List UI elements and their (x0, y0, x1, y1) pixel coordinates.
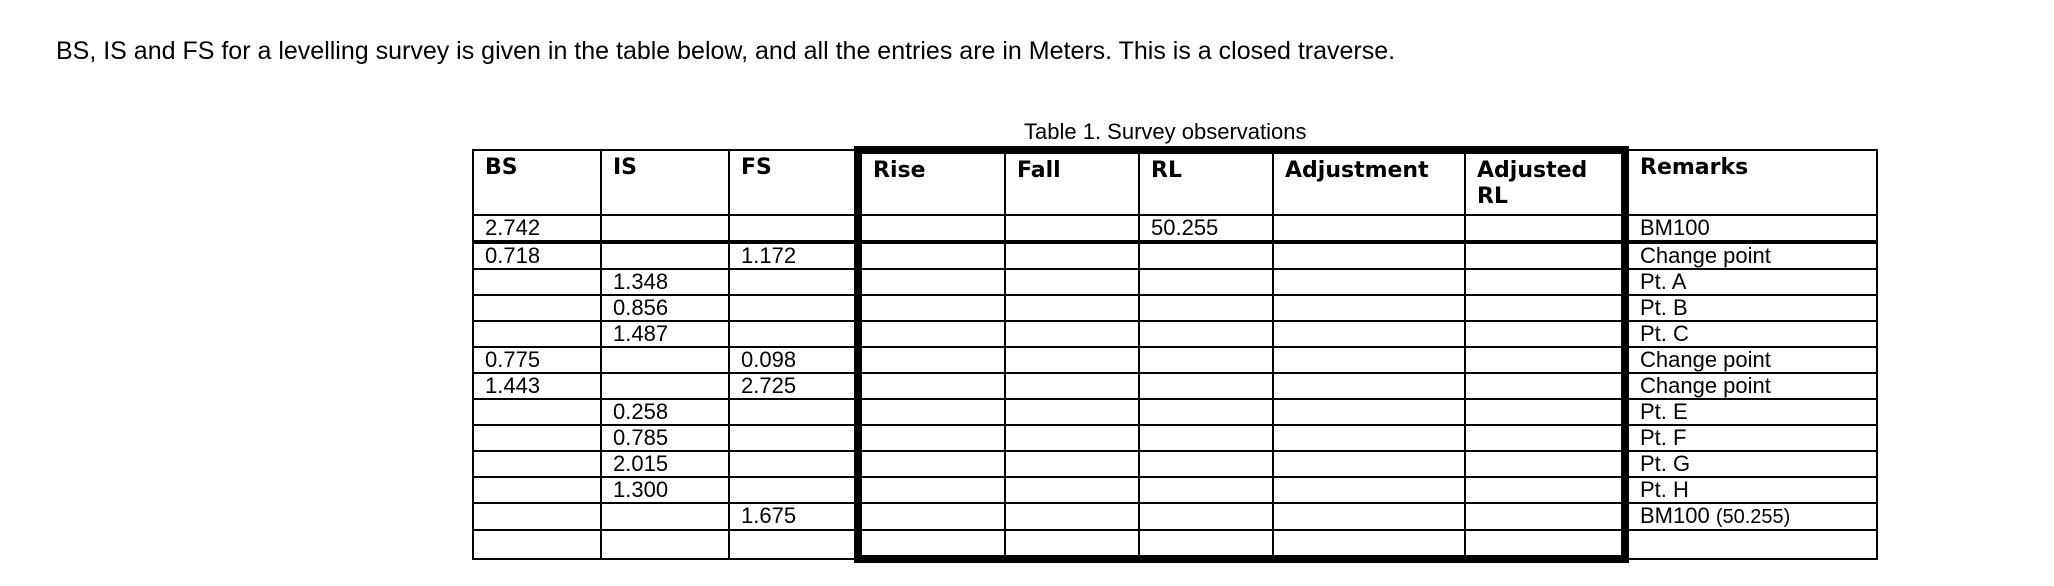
cell-adjustment (1273, 477, 1465, 503)
cell-adjustment (1273, 215, 1465, 242)
cell-rl (1139, 321, 1273, 347)
cell-is (601, 242, 729, 269)
cell-remarks (1625, 242, 1877, 269)
remark-text: Pt. F (1640, 425, 1687, 450)
cell-adjusted-rl (1465, 451, 1625, 477)
cell-adjustment (1273, 399, 1465, 425)
cell-bs (473, 477, 601, 503)
remark-text: Change point (1640, 347, 1771, 372)
table-body (473, 215, 1877, 559)
header-bs: BS (473, 150, 601, 215)
cell-fs: 2.725 (729, 373, 858, 399)
cell-remarks (1625, 373, 1877, 399)
cell-rise (858, 269, 1005, 295)
cell-bs (473, 451, 601, 477)
cell-rise (858, 373, 1005, 399)
cell-fs (729, 269, 858, 295)
cell-adjustment (1273, 530, 1465, 559)
cell-bs: 0.718 (473, 242, 601, 269)
cell-rise (858, 399, 1005, 425)
cell-fall (1005, 530, 1139, 559)
cell-adjusted-rl (1465, 242, 1625, 269)
cell-bs: 0.775 (473, 347, 601, 373)
cell-remarks (1625, 321, 1877, 347)
cell-is: 0.785 (601, 425, 729, 451)
table-row (473, 503, 1877, 530)
cell-bs (473, 399, 601, 425)
remark-text: BM100 (1640, 503, 1710, 528)
cell-adjusted-rl (1465, 215, 1625, 242)
cell-rise (858, 215, 1005, 242)
remark-text: Change point (1640, 373, 1771, 398)
cell-adjustment (1273, 295, 1465, 321)
cell-bs (473, 503, 601, 530)
cell-rl (1139, 451, 1273, 477)
table-row (473, 451, 1877, 477)
cell-rise (858, 451, 1005, 477)
cell-fall (1005, 269, 1139, 295)
cell-rise (858, 477, 1005, 503)
table-row (473, 425, 1877, 451)
cell-adjusted-rl (1465, 530, 1625, 559)
cell-adjusted-rl (1465, 477, 1625, 503)
remark-text: Pt. C (1640, 321, 1689, 346)
cell-is: 1.300 (601, 477, 729, 503)
cell-adjusted-rl (1465, 295, 1625, 321)
cell-fs (729, 399, 858, 425)
cell-fall (1005, 503, 1139, 530)
cell-fall (1005, 425, 1139, 451)
cell-adjustment (1273, 347, 1465, 373)
cell-fall (1005, 373, 1139, 399)
cell-adjustment (1273, 425, 1465, 451)
cell-bs (473, 269, 601, 295)
header-fs: FS (729, 150, 858, 215)
header-is: IS (601, 150, 729, 215)
remark-text: Pt. G (1640, 451, 1691, 476)
cell-rise (858, 503, 1005, 530)
table-row (473, 530, 1877, 559)
cell-rl (1139, 269, 1273, 295)
table-row (473, 295, 1877, 321)
cell-fs: 1.675 (729, 503, 858, 530)
cell-is (601, 530, 729, 559)
cell-fall (1005, 295, 1139, 321)
cell-is: 1.487 (601, 321, 729, 347)
cell-bs: 2.742 (473, 215, 601, 242)
remark-text: Pt. A (1640, 269, 1687, 294)
cell-adjusted-rl (1465, 425, 1625, 451)
cell-adjustment (1273, 321, 1465, 347)
cell-is (601, 373, 729, 399)
cell-fs: 0.098 (729, 347, 858, 373)
remark-note: (50.255) (1715, 506, 1791, 528)
header-adjusted-rl: Adjusted RL (1465, 150, 1625, 215)
cell-rl (1139, 503, 1273, 530)
cell-adjusted-rl (1465, 399, 1625, 425)
cell-fs: 1.172 (729, 242, 858, 269)
header-rl: RL (1139, 150, 1273, 215)
cell-adjustment (1273, 451, 1465, 477)
cell-remarks (1625, 425, 1877, 451)
cell-rise (858, 242, 1005, 269)
cell-is: 0.258 (601, 399, 729, 425)
remark-text: Pt. H (1640, 477, 1689, 502)
table-header-row (473, 150, 1877, 215)
header-remarks: Remarks (1625, 150, 1877, 215)
cell-adjustment (1273, 373, 1465, 399)
intro-paragraph: BS, IS and FS for a levelling survey is given in the table below, and all the entries are in Meters. This is a closed traverse. (56, 37, 1396, 65)
cell-rl: 50.255 (1139, 215, 1273, 242)
cell-is (601, 347, 729, 373)
cell-rl (1139, 425, 1273, 451)
table-row (473, 215, 1877, 242)
cell-rise (858, 295, 1005, 321)
cell-bs (473, 295, 601, 321)
cell-adjustment (1273, 242, 1465, 269)
cell-remarks (1625, 503, 1877, 530)
table-row (473, 269, 1877, 295)
cell-remarks (1625, 399, 1877, 425)
cell-bs (473, 530, 601, 559)
cell-fall (1005, 347, 1139, 373)
cell-fall (1005, 451, 1139, 477)
cell-fall (1005, 242, 1139, 269)
cell-remarks (1625, 530, 1877, 559)
table-row (473, 373, 1877, 399)
table-row (473, 347, 1877, 373)
cell-fs (729, 215, 858, 242)
remark-text: Pt. B (1640, 295, 1688, 320)
cell-remarks (1625, 295, 1877, 321)
cell-adjustment (1273, 503, 1465, 530)
cell-bs (473, 425, 601, 451)
cell-adjusted-rl (1465, 503, 1625, 530)
cell-fall (1005, 215, 1139, 242)
cell-rl (1139, 295, 1273, 321)
cell-adjusted-rl (1465, 321, 1625, 347)
survey-observations-table (472, 146, 1878, 563)
cell-fs (729, 295, 858, 321)
cell-rl (1139, 477, 1273, 503)
cell-rise (858, 425, 1005, 451)
cell-adjusted-rl (1465, 269, 1625, 295)
cell-rise (858, 530, 1005, 559)
cell-rl (1139, 242, 1273, 269)
table-row (473, 477, 1877, 503)
cell-fs (729, 451, 858, 477)
cell-rl (1139, 399, 1273, 425)
cell-is (601, 215, 729, 242)
table-caption: Table 1. Survey observations (1024, 119, 1307, 144)
cell-fall (1005, 477, 1139, 503)
cell-rise (858, 347, 1005, 373)
cell-bs (473, 321, 601, 347)
header-rise: Rise (858, 150, 1005, 215)
remark-text: Pt. E (1640, 399, 1688, 424)
cell-adjusted-rl (1465, 347, 1625, 373)
cell-rl (1139, 347, 1273, 373)
cell-adjusted-rl (1465, 373, 1625, 399)
cell-is: 1.348 (601, 269, 729, 295)
cell-fs (729, 425, 858, 451)
table-row (473, 399, 1877, 425)
cell-remarks (1625, 477, 1877, 503)
header-fall: Fall (1005, 150, 1139, 215)
cell-fs (729, 321, 858, 347)
cell-is: 2.015 (601, 451, 729, 477)
cell-adjustment (1273, 269, 1465, 295)
cell-rise (858, 321, 1005, 347)
cell-remarks (1625, 269, 1877, 295)
cell-remarks (1625, 215, 1877, 242)
remark-text: Change point (1640, 243, 1771, 268)
remark-text: BM100 (1640, 215, 1710, 240)
cell-remarks (1625, 451, 1877, 477)
cell-is (601, 503, 729, 530)
cell-fall (1005, 399, 1139, 425)
cell-rl (1139, 373, 1273, 399)
cell-rl (1139, 530, 1273, 559)
table-row (473, 321, 1877, 347)
header-adjustment: Adjustment (1273, 150, 1465, 215)
cell-bs: 1.443 (473, 373, 601, 399)
cell-fs (729, 530, 858, 559)
cell-fall (1005, 321, 1139, 347)
cell-is: 0.856 (601, 295, 729, 321)
table-row (473, 242, 1877, 269)
cell-fs (729, 477, 858, 503)
cell-remarks (1625, 347, 1877, 373)
